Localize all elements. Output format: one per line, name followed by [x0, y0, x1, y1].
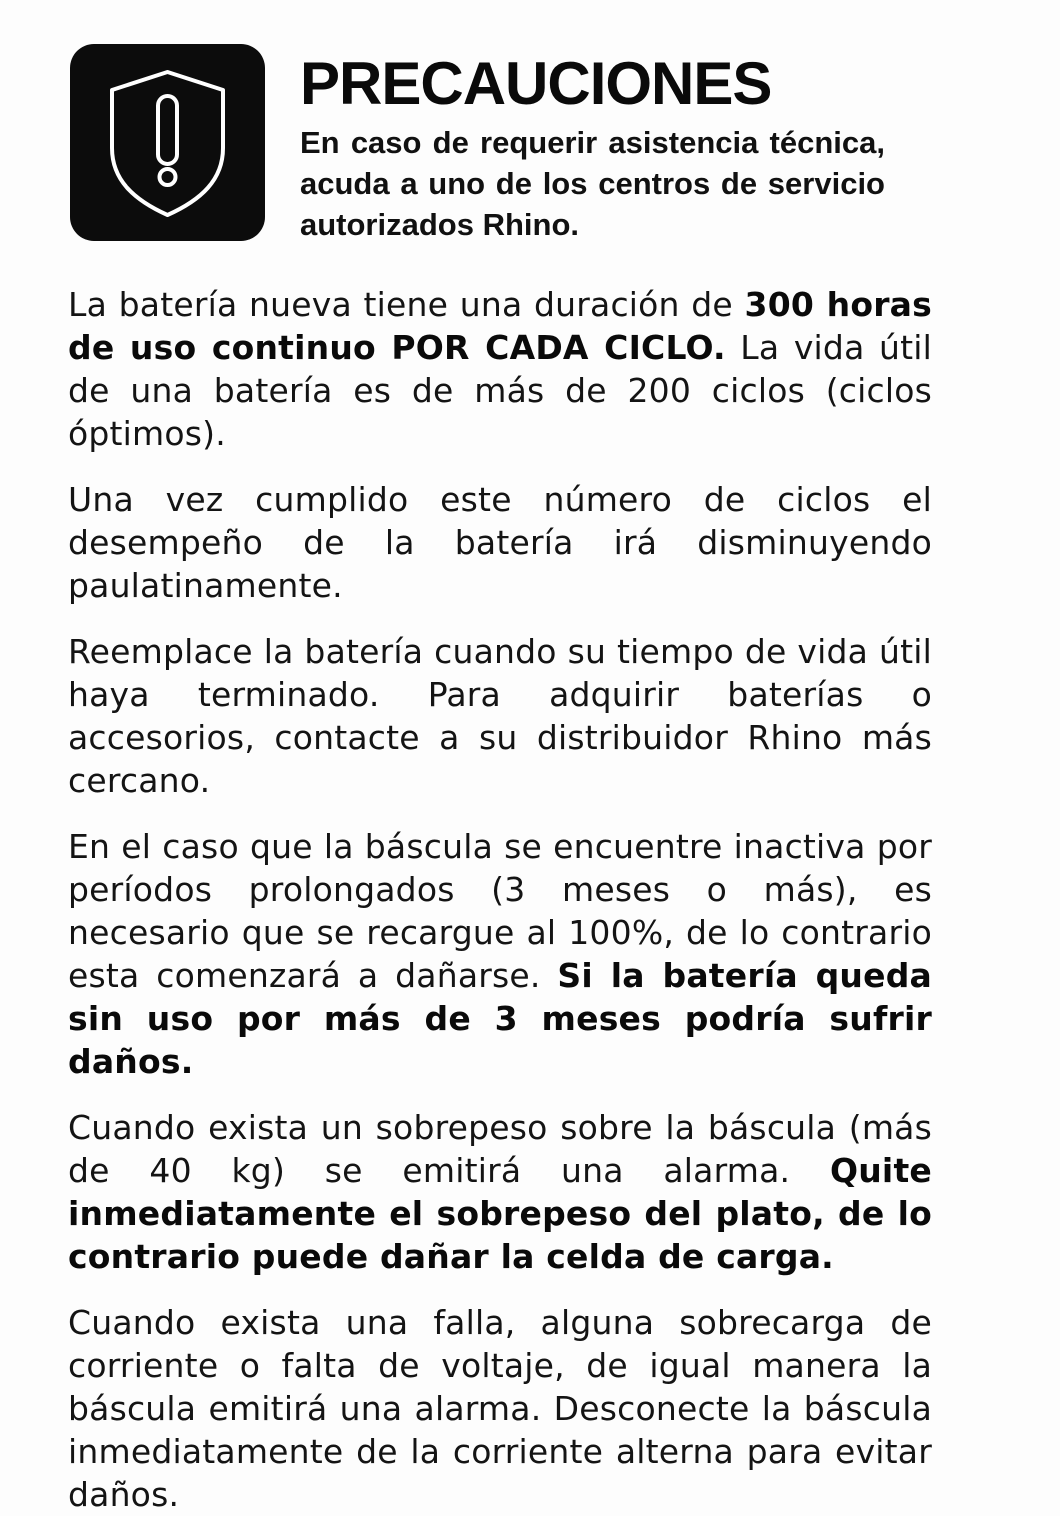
- paragraph-text: Cuando exista una falla, alguna sobrecarga de corriente o falta de voltaje, de igual manera la báscula emitirá una alarma. Desconecte la báscula inmediatamente de la corriente alterna para evitar daños.: [68, 1303, 932, 1514]
- paragraph-performance: [68, 478, 932, 607]
- precautions-body: [68, 283, 932, 1516]
- paragraph-overweight: [68, 1106, 932, 1278]
- warning-badge: [70, 44, 265, 241]
- paragraph-text: Reemplace la batería cuando su tiempo de vida útil haya terminado. Para adquirir baterías o accesorios, contacte a su distribuidor Rhino más cercano.: [68, 632, 932, 800]
- paragraph-text: La vida útil de una batería es de más de 200 ciclos (ciclos óptimos).: [68, 328, 932, 453]
- paragraph-emphasis: Si la batería queda sin uso por más de 3 meses podría sufrir daños.: [68, 956, 932, 1081]
- page-subtitle: En caso de requerir asistencia técnica, acuda a uno de los centros de servicio autorizados Rhino.: [300, 125, 885, 242]
- paragraph-emphasis: 300 horas de uso continuo POR CADA CICLO.: [68, 285, 932, 367]
- paragraph-battery-duration: [68, 283, 932, 455]
- paragraph-text: En el caso que la báscula se encuentre inactiva por períodos prolongados (3 meses o más), es necesario que se recargue al 100%, de lo contrario esta comenzará a dañarse.: [68, 827, 932, 995]
- paragraph-replace-battery: [68, 630, 932, 802]
- shield-exclamation-icon: [70, 44, 265, 241]
- paragraph-text: La batería nueva tiene una duración de: [68, 285, 745, 324]
- paragraph-inactivity: [68, 825, 932, 1083]
- precautions-header: [70, 44, 900, 244]
- page-title: PRECAUCIONES: [300, 50, 772, 117]
- paragraph-emphasis: Quite inmediatamente el sobrepeso del plato, de lo contrario puede dañar la celda de carga.: [68, 1151, 932, 1276]
- paragraph-text: Cuando exista un sobrepeso sobre la báscula (más de 40 kg) se emitirá una alarma.: [68, 1108, 932, 1190]
- paragraph-text: Una vez cumplido este número de ciclos el desempeño de la batería irá disminuyendo paulatinamente.: [68, 480, 932, 605]
